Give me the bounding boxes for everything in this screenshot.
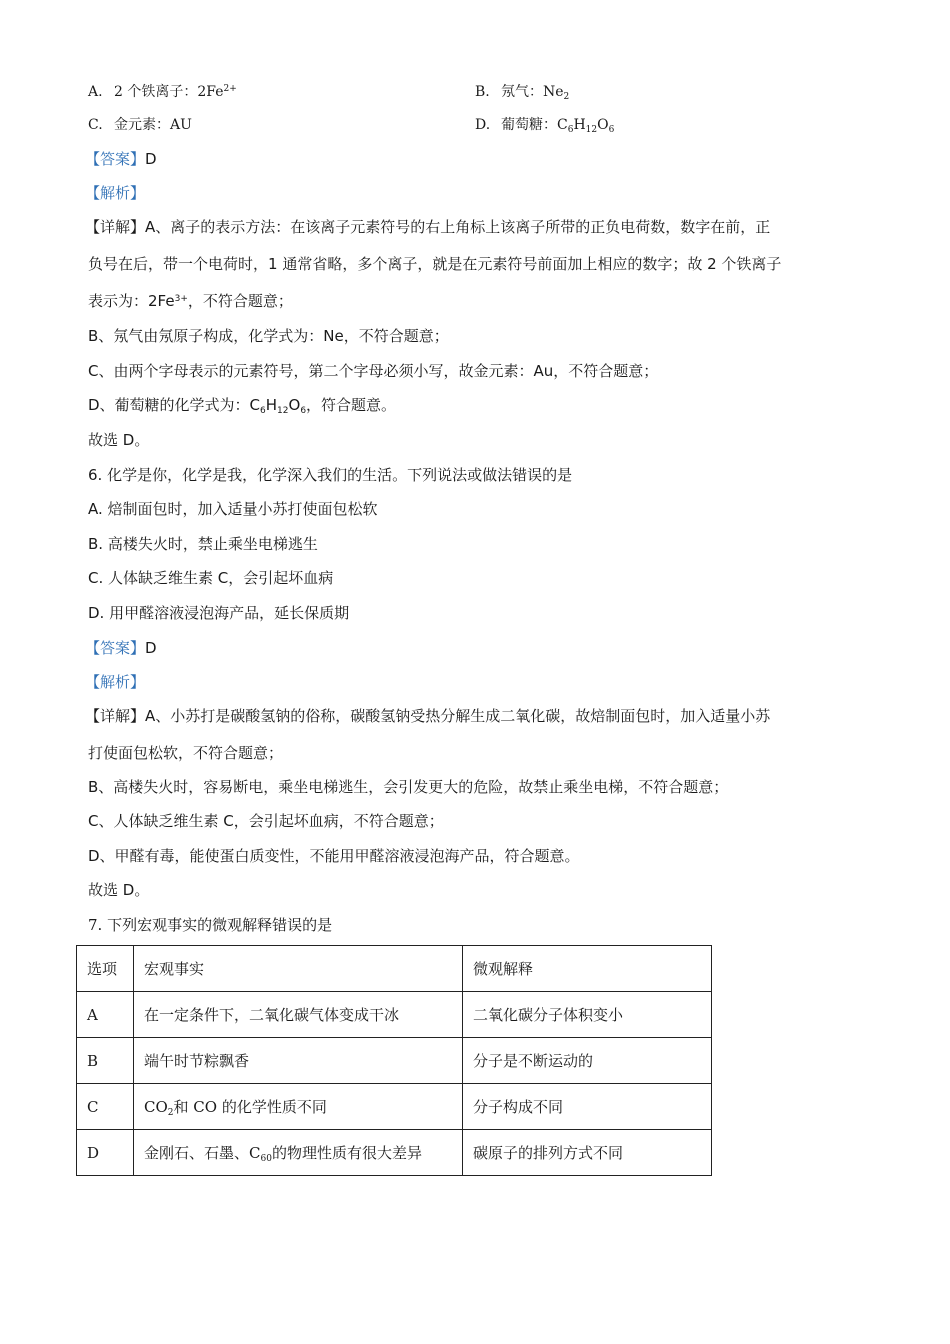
q6-option-c: C. 人体缺乏维生素 C，会引起坏血病 xyxy=(88,569,334,587)
row-option: C xyxy=(77,1084,134,1130)
q6-stem: 6. 化学是你，化学是我，化学深入我们的生活。下列说法或做法错误的是 xyxy=(88,466,573,484)
row-fact: $CO_2$和 CO 的化学性质不同 xyxy=(134,1084,463,1130)
header-explanation: 微观解释 xyxy=(463,946,712,992)
q5-conclusion: 故选 D。 xyxy=(88,431,150,449)
q5-detail-line-3: 表示为：$2Fe^{3+}$，不符合题意； xyxy=(88,292,293,310)
table-row xyxy=(77,1084,712,1130)
q5-analysis-tag: 【解析】 xyxy=(85,184,146,202)
q6-detail-line-2: 打使面包松软，不符合题意； xyxy=(88,744,284,762)
header-option: 选项 xyxy=(77,946,134,992)
q5-option-c: C. 金元素：AU xyxy=(88,117,192,133)
header-fact: 宏观事实 xyxy=(134,946,463,992)
q6-option-a: A. 焙制面包时，加入适量小苏打使面包松软 xyxy=(88,500,378,518)
q6-option-b: B. 高楼失火时，禁止乘坐电梯逃生 xyxy=(88,535,318,553)
q5-answer: 【答案】D xyxy=(85,150,157,168)
q7-stem: 7. 下列宏观事实的微观解释错误的是 xyxy=(88,916,333,934)
q6-analysis-tag: 【解析】 xyxy=(85,673,146,691)
q6-c-explanation: C、人体缺乏维生素 C，会引起坏血病，不符合题意； xyxy=(88,812,444,830)
q6-conclusion: 故选 D。 xyxy=(88,881,150,899)
row-option: A xyxy=(77,992,134,1038)
row-explanation: 分子构成不同 xyxy=(463,1084,712,1130)
row-explanation: 二氧化碳分子体积变小 xyxy=(463,992,712,1038)
q5-option-b: B. 氖气：$Ne_2$ xyxy=(475,84,570,102)
row-explanation: 分子是不断运动的 xyxy=(463,1038,712,1084)
row-fact: 金刚石、石墨、$C_{60}$的物理性质有很大差异 xyxy=(134,1130,463,1176)
q5-d-explanation: D、葡萄糖的化学式为：$C_6H_{12}O_6$，符合题意。 xyxy=(88,396,397,416)
row-option: D xyxy=(77,1130,134,1176)
table-row xyxy=(77,1038,712,1084)
q6-option-d: D. 用甲醛溶液浸泡海产品，延长保质期 xyxy=(88,604,350,622)
q6-detail-line-1: 【详解】A、小苏打是碳酸氢钠的俗称，碳酸氢钠受热分解生成二氧化碳，故焙制面包时，加入适量小苏 xyxy=(85,707,771,725)
q6-answer: 【答案】D xyxy=(85,639,157,657)
q5-option-a: A. 2 个铁离子：$2Fe^{2+}$ xyxy=(88,84,237,100)
q5-detail-line-2: 负号在后，带一个电荷时，1 通常省略，多个离子，就是在元素符号前面加上相应的数字；故 2 个铁离子 xyxy=(88,255,782,273)
table-header-row xyxy=(77,946,712,992)
row-fact: 在一定条件下，二氧化碳气体变成干冰 xyxy=(134,992,463,1038)
q5-detail-line-1: 【详解】A、离子的表示方法：在该离子元素符号的右上角标上该离子所带的正负电荷数，数字在前，正 xyxy=(85,218,771,236)
table-row xyxy=(77,1130,712,1176)
table-row xyxy=(77,992,712,1038)
row-fact: 端午时节粽飘香 xyxy=(134,1038,463,1084)
row-explanation: 碳原子的排列方式不同 xyxy=(463,1130,712,1176)
q6-d-explanation: D、甲醛有毒，能使蛋白质变性，不能用甲醛溶液浸泡海产品，符合题意。 xyxy=(88,847,580,865)
q5-option-d: D. 葡萄糖：$C_6H_{12}O_6$ xyxy=(475,117,615,135)
q5-c-explanation: C、由两个字母表示的元素符号，第二个字母必须小写，故金元素：Au，不符合题意； xyxy=(88,362,659,380)
q6-b-explanation: B、高楼失火时，容易断电，乘坐电梯逃生，会引发更大的危险，故禁止乘坐电梯，不符合题意； xyxy=(88,778,729,796)
q5-b-explanation: B、氖气由氖原子构成，化学式为：Ne，不符合题意； xyxy=(88,327,449,345)
q7-table xyxy=(76,945,712,1176)
row-option: B xyxy=(77,1038,134,1084)
